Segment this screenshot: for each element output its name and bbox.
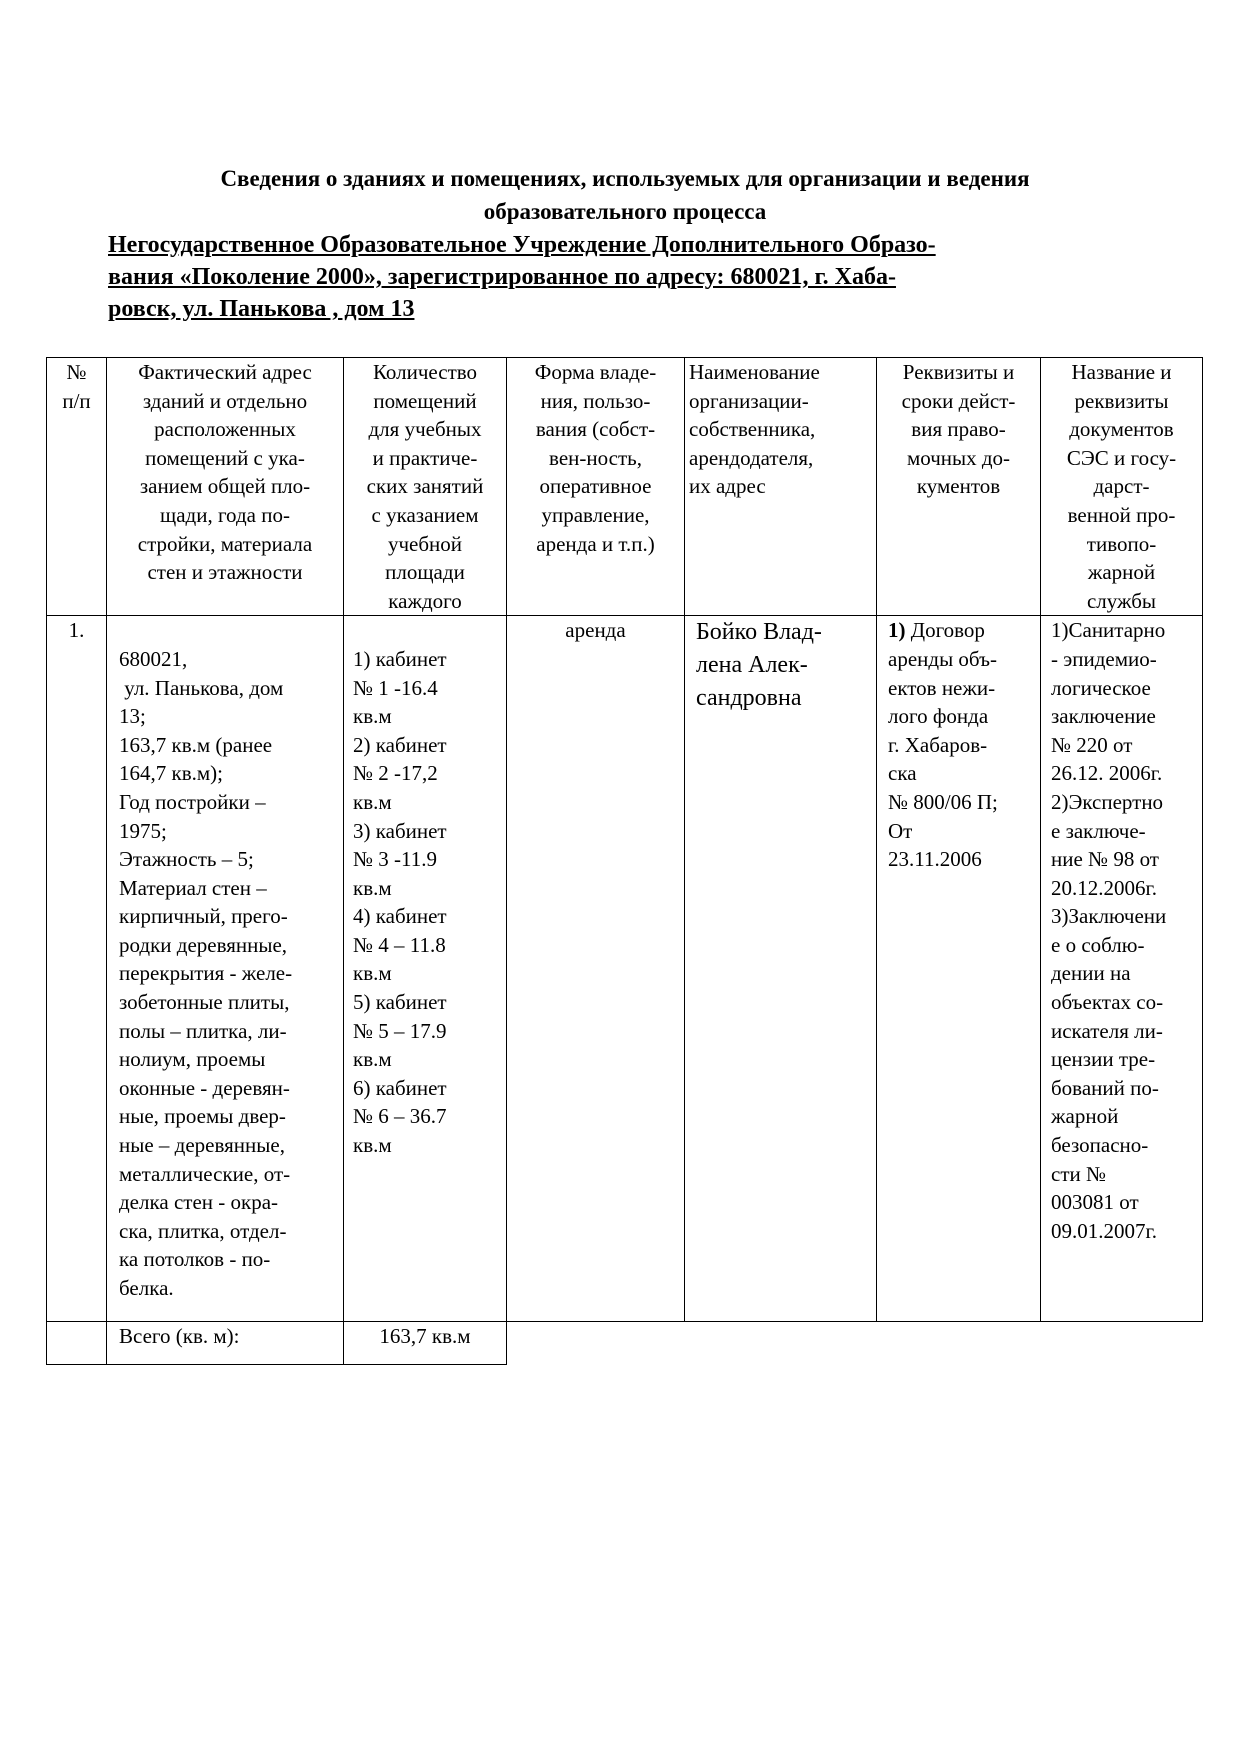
text-line: Наименование xyxy=(689,360,820,384)
text-line: зобетонные плиты, xyxy=(119,990,290,1015)
heading-line: Сведения о зданиях и помещениях, используемых для организации и ведения xyxy=(220,166,1030,191)
row-rights-cell xyxy=(877,616,1041,1322)
row-address xyxy=(119,645,339,1303)
row-rooms-cell xyxy=(344,616,507,1322)
text-line: белка. xyxy=(119,1276,174,1300)
text-line: № 3 -11.9 xyxy=(353,847,437,872)
text-line: оперативное xyxy=(539,474,652,499)
text-line: сандровна xyxy=(696,685,802,712)
premises-table xyxy=(46,357,1203,1365)
rights-number: 1) xyxy=(888,618,906,643)
text-line: кв.м xyxy=(353,789,392,814)
text-line: перекрытия - желе- xyxy=(119,961,293,986)
text-line: их адрес xyxy=(689,474,766,499)
header-cell-owner xyxy=(685,358,877,616)
text-line: собственника, xyxy=(689,417,816,442)
row-owner xyxy=(696,616,872,715)
text-line: е заключе- xyxy=(1051,818,1146,843)
text-line: Материал стен – xyxy=(119,875,267,900)
text-line: полы – плитка, ли- xyxy=(119,1018,287,1043)
text-line: и практиче- xyxy=(372,445,478,470)
text-line: № 2 -17,2 xyxy=(353,761,438,786)
text-line: п/п xyxy=(62,388,91,413)
row-rights xyxy=(888,645,1036,874)
row-docs-cell xyxy=(1041,616,1203,1322)
text-line: 3)Заключени xyxy=(1051,904,1167,929)
text-line: с указанием xyxy=(371,502,479,527)
text-line: ные, проемы двер- xyxy=(119,1104,286,1129)
text-line: ул. Панькова, дом xyxy=(119,675,284,700)
document-heading xyxy=(100,162,1150,228)
row-ownership: аренда xyxy=(565,618,626,643)
text-line: - эпидемио- xyxy=(1051,646,1157,671)
text-line: Год постройки – xyxy=(119,789,266,814)
text-line: кв.м xyxy=(353,1047,392,1072)
text-line: логическое xyxy=(1051,675,1151,700)
text-line: расположенных xyxy=(154,417,296,442)
text-line: СЭС и госу- xyxy=(1066,445,1177,470)
text-line: дарст- xyxy=(1093,474,1150,499)
text-line: управление, xyxy=(541,502,650,527)
text-line: венной про- xyxy=(1067,502,1176,527)
text-line: ка потолков - по- xyxy=(119,1247,271,1272)
org-line: Негосударственное Образовательное Учреждение Дополнительного Образо- xyxy=(108,232,936,258)
text-line: помещений с ука- xyxy=(145,445,305,470)
text-line: 13; xyxy=(119,704,146,729)
text-line: цензии тре- xyxy=(1051,1047,1156,1072)
header-row xyxy=(47,358,1203,616)
header-cell-rooms xyxy=(344,358,507,616)
text-line: бований по- xyxy=(1051,1075,1159,1100)
text-line: аренды объ- xyxy=(888,646,997,671)
total-row xyxy=(47,1322,1203,1365)
text-line: 20.12.2006г. xyxy=(1051,875,1157,900)
text-line: вен-ность, xyxy=(549,445,642,470)
text-line: 1) кабинет xyxy=(353,646,447,671)
text-line: кирпичный, прего- xyxy=(119,904,288,929)
text-line: учебной xyxy=(387,531,463,556)
total-label: Всего (кв. м): xyxy=(119,1324,240,1349)
text-line: е о соблю- xyxy=(1051,932,1145,957)
text-line: Форма владе- xyxy=(534,360,657,384)
text-line: родки деревянные, xyxy=(119,932,288,957)
text-line: ска xyxy=(888,761,917,786)
text-line: жарной xyxy=(1087,560,1156,585)
text-line: помещений xyxy=(373,388,477,413)
text-line: 5) кабинет xyxy=(353,990,447,1015)
text-line: № 220 от xyxy=(1051,732,1133,757)
text-line: лена Алек- xyxy=(696,652,808,679)
text-line: каждого xyxy=(388,588,462,613)
total-value: 163,7 кв.м xyxy=(379,1324,471,1349)
text-line: 4) кабинет xyxy=(353,904,447,929)
text-line: 3) кабинет xyxy=(353,818,447,843)
text-line: 09.01.2007г. xyxy=(1051,1218,1157,1243)
row-rights-first-line xyxy=(888,616,1036,645)
text-line: кв.м xyxy=(353,961,392,986)
text-line: 163,7 кв.м (ранее xyxy=(119,732,273,757)
text-line: для учебных xyxy=(368,417,482,442)
text-line: ектов нежи- xyxy=(888,675,996,700)
text-line: № xyxy=(66,360,87,384)
text-line: 23.11.2006 xyxy=(888,847,982,872)
text-line: № 1 -16.4 xyxy=(353,675,438,700)
text-line: 003081 от xyxy=(1051,1190,1139,1215)
text-line: г. Хабаров- xyxy=(888,732,988,757)
text-line: 6) кабинет xyxy=(353,1075,447,1100)
text-line: арендодателя, xyxy=(689,445,814,470)
text-line: площади xyxy=(385,560,465,585)
text-line: ния, пользо- xyxy=(540,388,651,413)
text-line: документов xyxy=(1069,417,1174,442)
header-cell-ownership xyxy=(507,358,685,616)
org-line: вания «Поколение 2000», зарегистрированное по адресу: 680021, г. Хаба- xyxy=(108,264,896,290)
header-cell-rights xyxy=(877,358,1041,616)
text-line: № 4 – 11.8 xyxy=(353,932,446,957)
text-line: стен и этажности xyxy=(147,560,303,585)
header-cell-address xyxy=(107,358,344,616)
total-value-cell xyxy=(344,1322,507,1365)
text-line: организации- xyxy=(689,388,809,413)
row-number-cell xyxy=(47,616,107,1322)
text-line: Реквизиты и xyxy=(902,360,1015,384)
text-line: 164,7 кв.м); xyxy=(119,761,223,786)
rights-first-text: Договор xyxy=(905,618,985,643)
text-line: сроки дейст- xyxy=(901,388,1016,413)
text-line: кв.м xyxy=(353,875,392,900)
org-line: ровск, ул. Панькова , дом 13 xyxy=(108,296,415,322)
text-line: 1975; xyxy=(119,818,167,843)
text-line: Название и xyxy=(1071,360,1172,384)
text-line: службы xyxy=(1086,588,1157,613)
row-address-cell xyxy=(107,616,344,1322)
total-blank xyxy=(507,1322,1203,1365)
text-line: занием общей пло- xyxy=(139,474,311,499)
text-line: Фактический адрес xyxy=(138,360,312,384)
header-cell-number xyxy=(47,358,107,616)
text-line: Количество xyxy=(372,360,478,384)
text-line: оконные - деревян- xyxy=(119,1075,290,1100)
text-line: жарной xyxy=(1051,1104,1119,1129)
text-line: реквизиты xyxy=(1074,388,1169,413)
row-rooms xyxy=(353,645,502,1160)
text-line: От xyxy=(888,818,913,843)
text-line: 26.12. 2006г. xyxy=(1051,761,1163,786)
text-line: металлические, от- xyxy=(119,1161,291,1186)
text-line: № 800/06 П; xyxy=(888,789,998,814)
text-line: кв.м xyxy=(353,704,392,729)
text-line: безопасно- xyxy=(1051,1133,1149,1158)
text-line: мочных до- xyxy=(906,445,1011,470)
text-line: ских занятий xyxy=(366,474,484,499)
text-line: искателя ли- xyxy=(1051,1018,1163,1043)
text-line: стройки, материала xyxy=(137,531,313,556)
row-number: 1. xyxy=(68,618,85,643)
text-line: вания (собст- xyxy=(535,417,656,442)
table-row xyxy=(47,616,1203,1322)
text-line: делка стен - окра- xyxy=(119,1190,279,1215)
text-line: 680021, xyxy=(119,646,188,671)
text-line: зданий и отдельно xyxy=(142,388,308,413)
total-empty-cell xyxy=(47,1322,107,1365)
text-line: 2) кабинет xyxy=(353,732,447,757)
row-owner-cell xyxy=(685,616,877,1322)
text-line: кв.м xyxy=(353,1133,392,1158)
row-ownership-cell xyxy=(507,616,685,1322)
row-docs xyxy=(1051,616,1198,1245)
text-line: заключение xyxy=(1051,704,1156,729)
header-cell-docs xyxy=(1041,358,1203,616)
text-line: нолиум, проемы xyxy=(119,1047,266,1072)
text-line: № 5 – 17.9 xyxy=(353,1018,447,1043)
text-line: объектах со- xyxy=(1051,990,1164,1015)
text-line: аренда и т.п.) xyxy=(536,531,655,556)
text-line: № 6 – 36.7 xyxy=(353,1104,447,1129)
text-line: лого фонда xyxy=(888,704,989,729)
organization-block xyxy=(108,229,1133,325)
text-line: щади, года по- xyxy=(160,502,290,527)
total-label-cell xyxy=(107,1322,344,1365)
text-line: Бойко Влад- xyxy=(696,619,822,646)
text-line: ные – деревянные, xyxy=(119,1133,285,1158)
text-line: сти № xyxy=(1051,1161,1107,1186)
text-line: 2)Экспертно xyxy=(1051,789,1164,814)
text-line: Этажность – 5; xyxy=(119,847,254,872)
heading-line: образовательного процесса xyxy=(483,199,767,224)
text-line: ние № 98 от xyxy=(1051,847,1159,872)
text-line: кументов xyxy=(916,474,1001,499)
text-line: ска, плитка, отдел- xyxy=(119,1218,287,1243)
text-line: дении на xyxy=(1051,961,1131,986)
text-line: тивопо- xyxy=(1086,531,1157,556)
text-line: 1)Санитарно xyxy=(1051,618,1166,643)
text-line: вия право- xyxy=(911,417,1006,442)
